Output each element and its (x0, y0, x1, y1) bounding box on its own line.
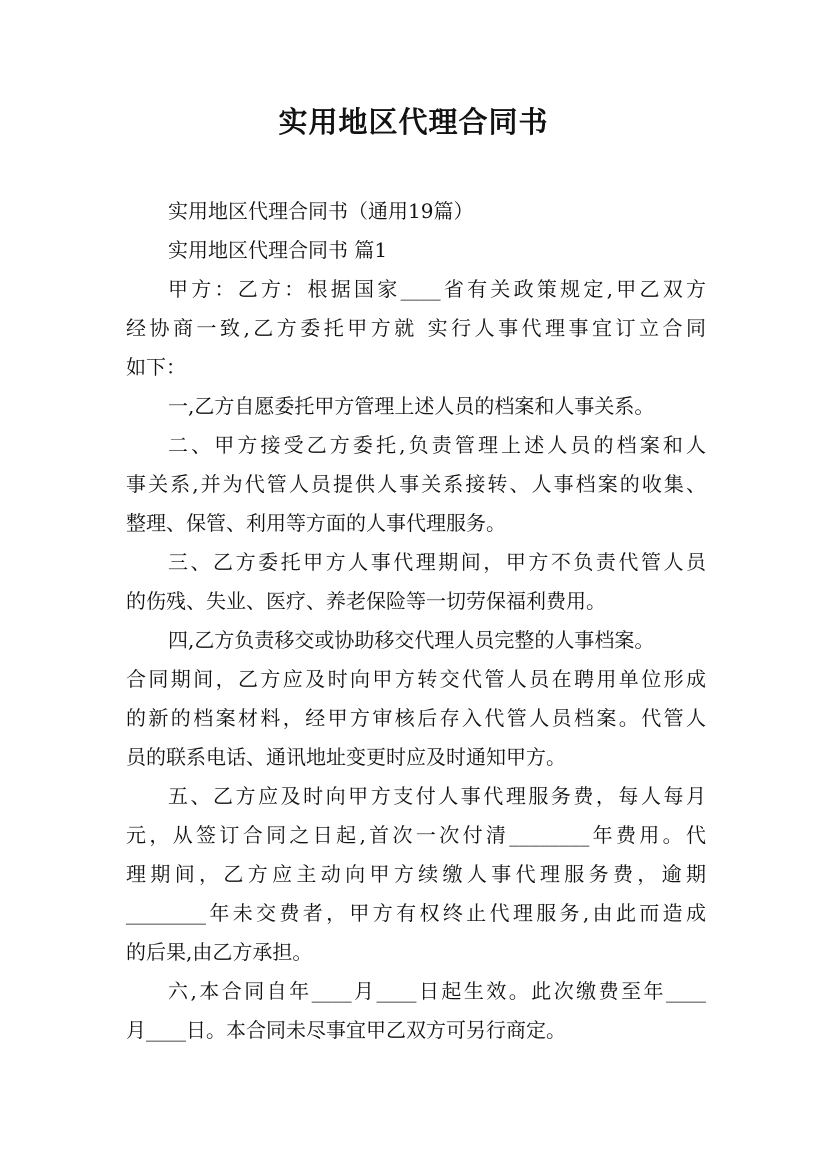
paragraph-line: 的后果,由乙方承担。 (126, 940, 313, 964)
paragraph-line: 四,乙方负责移交或协助移交代理人员完整的人事档案。 (168, 628, 655, 652)
section-heading: 实用地区代理合同书 篇1 (168, 238, 388, 262)
paragraph-line: 五、乙方应及时向甲方支付人事代理服务费，每人每月 (168, 784, 706, 808)
paragraph-line: 经协商一致,乙方委托甲方就 实行人事代理事宜订立合同 (126, 316, 706, 340)
paragraph-line: 事关系,并为代管人员提供人事关系接转、人事档案的收集、 (126, 472, 706, 496)
paragraph-line: 理期间，乙方应主动向甲方续缴人事代理服务费，逾期 (126, 862, 706, 886)
paragraph-line: ________年未交费者，甲方有权终止代理服务,由此而造成 (126, 901, 706, 925)
paragraph-line: 合同期间，乙方应及时向甲方转交代管人员在聘用单位形成 (126, 667, 706, 691)
paragraph-line: 一,乙方自愿委托甲方管理上述人员的档案和人事关系。 (168, 394, 655, 418)
paragraph-line: 整理、保管、利用等方面的人事代理服务。 (126, 511, 506, 535)
paragraph-line: 甲方：乙方：根据国家____省有关政策规定,甲乙双方 (168, 277, 706, 301)
paragraph-line: 如下： (126, 355, 186, 379)
paragraph-line: 六,本合同自年____月____日起生效。此次缴费至年____ (168, 979, 706, 1003)
paragraph-line: 员的联系电话、通讯地址变更时应及时通知甲方。 (126, 745, 566, 769)
paragraph-line: 三、乙方委托甲方人事代理期间，甲方不负责代管人员 (168, 550, 706, 574)
paragraph-line: 元，从签订合同之日起,首次一次付清________年费用。代 (126, 823, 706, 847)
subtitle-line: 实用地区代理合同书（通用19篇） (168, 199, 474, 223)
paragraph-line: 月____日。本合同未尽事宜甲乙双方可另行商定。 (126, 1018, 566, 1042)
paragraph-line: 二、甲方接受乙方委托,负责管理上述人员的档案和人 (168, 433, 706, 457)
paragraph-line: 的新的档案材料，经甲方审核后存入代管人员档案。代管人 (126, 706, 706, 730)
document-title: 实用地区代理合同书 (278, 105, 549, 139)
paragraph-line: 的伤残、失业、医疗、养老保险等一切劳保福利费用。 (126, 589, 606, 613)
